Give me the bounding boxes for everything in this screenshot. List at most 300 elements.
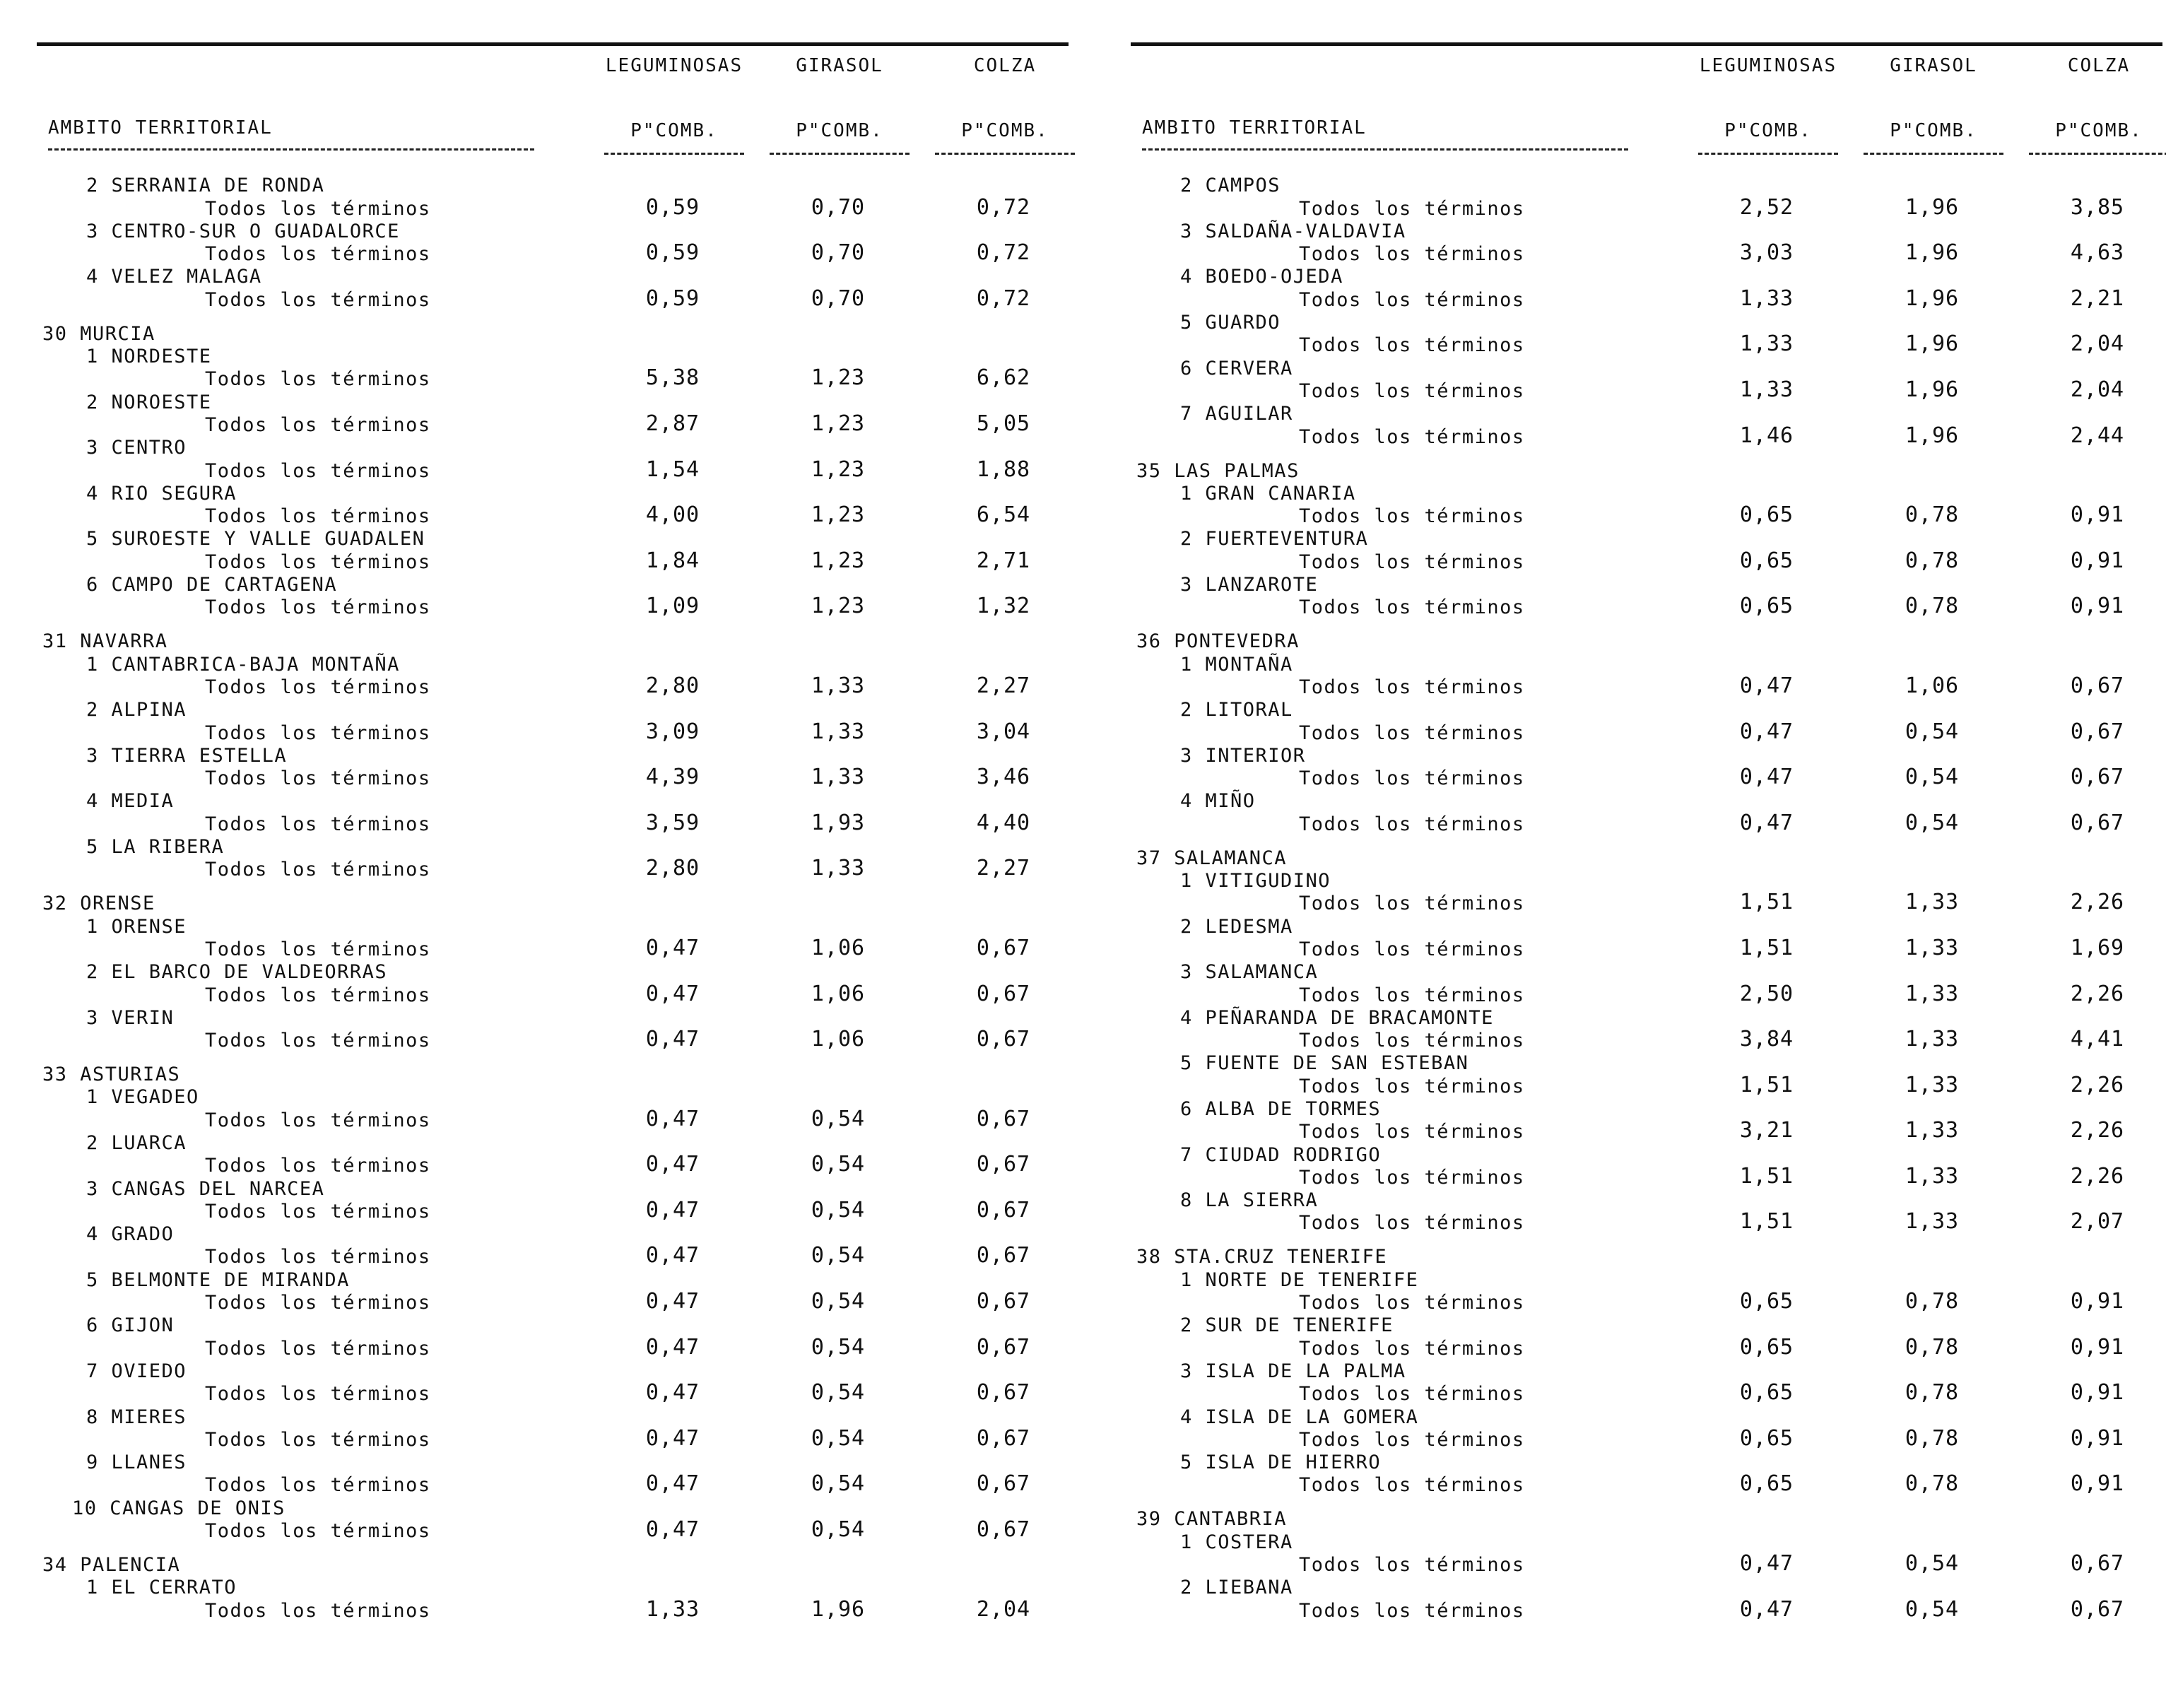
comarca-row [37,1221,1069,1244]
comarca-label: 10 CANGAS DE ONIS [72,1497,286,1519]
comarca-row [1131,1005,2162,1027]
value-leguminosas: 4,00 [645,502,700,528]
table-row [1131,594,2162,617]
all-terms-label: Todos los términos [205,1428,431,1451]
comarca-row [1131,1449,2162,1472]
value-leguminosas: 3,09 [645,719,700,744]
value-leguminosas: 1,33 [1739,331,1794,357]
comarca-row [37,172,1069,195]
header-price-girasol: P"COMB. [796,120,883,141]
value-colza: 1,32 [976,594,1031,619]
comarca-label: 3 SALAMANCA [1180,961,1319,984]
header-underline [770,153,910,155]
value-girasol: 1,23 [811,411,866,436]
value-colza: 0,91 [2070,1289,2125,1314]
header-underline [1142,148,1628,151]
value-leguminosas: 2,80 [645,856,700,881]
value-leguminosas: 2,80 [645,673,700,698]
all-terms-label: Todos los términos [205,676,431,698]
all-terms-label: Todos los términos [1299,722,1525,744]
value-girasol: 1,33 [811,765,866,790]
value-leguminosas: 1,51 [1739,1209,1794,1235]
comarca-row [1131,355,2162,377]
comarca-label: 6 GIJON [86,1314,175,1337]
value-girasol: 0,78 [1905,594,1960,619]
comarca-row [1131,481,2162,503]
value-girasol: 0,54 [1905,765,1960,790]
comarca-label: 1 GRAN CANARIA [1180,482,1356,505]
all-terms-label: Todos los términos [1299,1428,1525,1451]
province-label: 36 PONTEVEDRA [1136,630,1300,653]
value-colza: 1,88 [976,457,1031,482]
header-girasol: GIRASOL [1890,55,1977,76]
value-colza: 2,71 [976,548,1031,573]
value-leguminosas: 1,09 [645,594,700,619]
value-colza: 2,44 [2070,423,2125,448]
all-terms-label: Todos los términos [1299,596,1525,619]
comarca-label: 8 MIERES [86,1406,187,1428]
table-row [37,936,1069,959]
comarca-label: 2 LUARCA [86,1131,187,1154]
header-underline [1864,153,2003,155]
header-ambito-territorial: AMBITO TERRITORIAL [48,117,273,139]
all-terms-label: Todos los términos [205,1155,431,1177]
value-leguminosas: 1,54 [645,457,700,482]
all-terms-label: Todos los términos [1299,1599,1525,1622]
all-terms-label: Todos los términos [205,938,431,960]
all-terms-label: Todos los términos [205,1520,431,1543]
table-row [1131,1597,2162,1620]
value-girasol: 1,33 [1905,1163,1960,1189]
value-girasol: 1,23 [811,502,866,528]
comarca-row [37,1449,1069,1472]
comarca-row [1131,1403,2162,1426]
comarca-row [37,1005,1069,1027]
comarca-label: 3 SALDAÑA-VALDAVIA [1180,220,1406,242]
comarca-row [1131,1141,2162,1164]
value-colza: 0,91 [2070,1380,2125,1406]
value-leguminosas: 0,47 [1739,810,1794,835]
table-row [1131,241,2162,264]
value-leguminosas: 0,59 [645,240,700,266]
value-leguminosas: 0,65 [1739,1425,1794,1451]
comarca-label: 2 SUR DE TENERIFE [1180,1314,1394,1337]
value-colza: 1,69 [2070,935,2125,960]
value-leguminosas: 0,47 [1739,1551,1794,1577]
value-colza: 2,26 [2070,1163,2125,1189]
table-row [1131,719,2162,742]
comarca-label: 4 MIÑO [1180,790,1256,813]
comarca-label: 5 GUARDO [1180,312,1281,334]
table-row [37,1027,1069,1050]
value-girasol: 1,06 [811,935,866,960]
comarca-row [37,1175,1069,1198]
value-colza: 2,26 [2070,890,2125,915]
value-colza: 0,67 [976,1197,1031,1223]
value-leguminosas: 2,52 [1739,194,1794,220]
table-row [1131,982,2162,1004]
value-girasol: 1,23 [811,457,866,482]
value-leguminosas: 0,47 [645,1243,700,1268]
value-colza: 0,67 [976,1425,1031,1451]
header-price-girasol: P"COMB. [1890,120,1977,141]
comarca-row [1131,1187,2162,1210]
value-girasol: 1,23 [811,548,866,573]
value-colza: 2,07 [2070,1209,2125,1235]
table-row [37,1597,1069,1620]
comarca-label: 3 ISLA DE LA PALMA [1180,1360,1406,1382]
comarca-row [1131,1266,2162,1289]
header-colza: COLZA [973,55,1037,76]
province-row [1131,617,2162,651]
comarca-label: 7 OVIEDO [86,1360,187,1382]
comarca-row [37,435,1069,457]
value-leguminosas: 2,50 [1739,981,1794,1006]
comarca-row [1131,526,2162,548]
comarca-label: 1 VEGADEO [86,1086,199,1109]
comarca-label: 1 COSTERA [1180,1531,1293,1553]
value-girasol: 0,78 [1905,1334,1960,1360]
comarca-row [1131,1529,2162,1551]
table-row [37,1198,1069,1221]
value-leguminosas: 4,39 [645,765,700,790]
value-girasol: 0,54 [811,1380,866,1406]
all-terms-label: Todos los términos [1299,197,1525,220]
value-girasol: 0,54 [811,1152,866,1177]
value-colza: 0,67 [976,1106,1031,1131]
province-row [1131,834,2162,868]
value-leguminosas: 1,51 [1739,890,1794,915]
comarca-label: 1 NORDESTE [86,346,212,368]
comarca-label: 4 RIO SEGURA [86,482,237,505]
value-girasol: 0,54 [811,1197,866,1223]
value-leguminosas: 0,47 [1739,673,1794,698]
table-row [37,594,1069,617]
comarca-label: 4 MEDIA [86,790,175,813]
value-leguminosas: 0,47 [1739,1596,1794,1622]
comarca-row [1131,1096,2162,1119]
comarca-row [1131,697,2162,722]
all-terms-label: Todos los términos [1299,1166,1525,1189]
comarca-row [37,264,1069,286]
comarca-label: 6 CAMPO DE CARTAGENA [86,574,338,596]
value-girasol: 0,70 [811,240,866,266]
table-row [1131,890,2162,913]
table-row [37,765,1069,788]
value-girasol: 0,70 [811,285,866,311]
table-row [37,674,1069,697]
value-girasol: 1,33 [1905,935,1960,960]
all-terms-label: Todos los términos [1299,813,1525,835]
value-colza: 0,91 [2070,1425,2125,1451]
value-girasol: 1,23 [811,365,866,391]
all-terms-label: Todos los términos [205,596,431,619]
comarca-label: 1 NORTE DE TENERIFE [1180,1268,1419,1291]
value-leguminosas: 1,33 [1739,285,1794,311]
table-row [1131,674,2162,697]
table-row [1131,548,2162,571]
value-leguminosas: 0,47 [645,981,700,1006]
comarca-row [37,651,1069,676]
value-girasol: 1,96 [1905,331,1960,357]
comarca-label: 2 EL BARCO DE VALDEORRAS [86,961,388,984]
table-row [37,1153,1069,1175]
all-terms-label: Todos los términos [1299,243,1525,266]
comarca-row [1131,264,2162,286]
province-row [37,879,1069,913]
value-girasol: 1,23 [811,594,866,619]
comarca-label: 2 LITORAL [1180,699,1293,722]
value-leguminosas: 1,51 [1739,1072,1794,1097]
value-colza: 0,67 [976,981,1031,1006]
comarca-row [37,788,1069,811]
value-colza: 0,67 [976,1334,1031,1360]
table-row [1131,936,2162,959]
table-row [37,1107,1069,1129]
value-girasol: 1,96 [1905,377,1960,402]
value-leguminosas: 1,33 [1739,377,1794,402]
value-leguminosas: 0,65 [1739,594,1794,619]
value-girasol: 1,96 [1905,240,1960,266]
all-terms-label: Todos los términos [205,1337,431,1360]
value-colza: 0,91 [2070,594,2125,619]
all-terms-label: Todos los términos [1299,425,1525,448]
header-colza: COLZA [2067,55,2131,76]
province-row [37,1050,1069,1084]
value-colza: 0,67 [976,1517,1031,1543]
comarca-label: 2 NOROESTE [86,391,212,413]
value-leguminosas: 3,59 [645,810,700,835]
comarca-label: 2 SERRANIA DE RONDA [86,175,325,197]
comarca-row [37,389,1069,411]
table-row [37,1244,1069,1266]
comarca-row [1131,1312,2162,1335]
value-girasol: 0,54 [811,1106,866,1131]
value-leguminosas: 0,47 [645,1425,700,1451]
header-leguminosas: LEGUMINOSAS [605,55,743,76]
comarca-row [1131,959,2162,982]
comarca-label: 1 VITIGUDINO [1180,870,1331,893]
all-terms-label: Todos los términos [1299,676,1525,698]
all-terms-label: Todos los términos [205,288,431,311]
value-leguminosas: 3,03 [1739,240,1794,266]
comarca-row [37,572,1069,594]
table-row [1131,1073,2162,1095]
all-terms-label: Todos los términos [205,413,431,436]
table-row [1131,1472,2162,1495]
comarca-label: 5 LA RIBERA [86,836,225,859]
table-row [1131,765,2162,788]
table-row [37,548,1069,571]
all-terms-label: Todos los términos [205,197,431,220]
all-terms-label: Todos los términos [205,243,431,266]
value-leguminosas: 0,47 [645,1106,700,1131]
value-girasol: 0,54 [1905,1596,1960,1622]
all-terms-label: Todos los términos [205,368,431,391]
comarca-label: 1 ORENSE [86,915,187,938]
table-row [1131,1165,2162,1187]
value-leguminosas: 0,65 [1739,1471,1794,1497]
all-terms-label: Todos los términos [205,813,431,835]
table-row [37,811,1069,833]
all-terms-label: Todos los términos [205,1109,431,1131]
value-girasol: 1,33 [1905,1027,1960,1052]
comarca-row [1131,913,2162,936]
table-row [37,982,1069,1004]
comarca-label: 2 LIEBANA [1180,1577,1293,1599]
comarca-row [1131,651,2162,676]
header-underline [935,153,1075,155]
all-terms-label: Todos los términos [205,1383,431,1406]
value-leguminosas: 1,33 [645,1596,700,1622]
value-girasol: 0,78 [1905,1380,1960,1406]
value-girasol: 1,96 [811,1596,866,1622]
table-row [37,856,1069,879]
value-colza: 4,63 [2070,240,2125,266]
header-underline [1698,153,1838,155]
value-colza: 0,91 [2070,1334,2125,1360]
value-leguminosas: 1,51 [1739,1163,1794,1189]
value-colza: 0,67 [2070,719,2125,744]
province-label: 30 MURCIA [42,322,155,345]
table-row [37,1427,1069,1449]
comarca-label: 2 LEDESMA [1180,915,1293,938]
table-row [37,1290,1069,1312]
comarca-label: 9 LLANES [86,1451,187,1474]
province-row [1131,447,2162,481]
value-colza: 0,72 [976,240,1031,266]
value-girasol: 0,78 [1905,1289,1960,1314]
value-colza: 6,62 [976,365,1031,391]
value-leguminosas: 1,46 [1739,423,1794,448]
all-terms-label: Todos los términos [1299,938,1525,960]
value-leguminosas: 0,65 [1739,548,1794,573]
value-leguminosas: 0,65 [1739,1289,1794,1314]
value-girasol: 1,33 [811,719,866,744]
value-leguminosas: 0,47 [645,1471,700,1497]
value-colza: 0,67 [976,1152,1031,1177]
comarca-row [1131,218,2162,241]
comarca-label: 7 AGUILAR [1180,403,1293,425]
value-girasol: 1,33 [811,673,866,698]
value-girasol: 0,54 [811,1289,866,1314]
comarca-label: 5 BELMONTE DE MIRANDA [86,1268,350,1291]
table-row [1131,378,2162,401]
table-row [1131,1427,2162,1449]
value-leguminosas: 0,47 [645,1289,700,1314]
value-girasol: 0,54 [1905,1551,1960,1577]
table-row [37,503,1069,526]
table-row [1131,503,2162,526]
comarca-row [1131,401,2162,423]
value-girasol: 0,78 [1905,1425,1960,1451]
value-leguminosas: 0,47 [645,1027,700,1052]
table-row [37,719,1069,742]
all-terms-label: Todos los términos [1299,1292,1525,1314]
table-row [1131,811,2162,833]
header-leguminosas: LEGUMINOSAS [1699,55,1837,76]
comarca-row [37,697,1069,722]
all-terms-label: Todos los términos [205,550,431,573]
all-terms-label: Todos los términos [205,1200,431,1223]
all-terms-label: Todos los términos [205,505,431,528]
comarca-row [37,959,1069,982]
value-leguminosas: 5,38 [645,365,700,391]
value-leguminosas: 0,59 [645,285,700,311]
value-colza: 6,54 [976,502,1031,528]
comarca-row [37,1084,1069,1107]
value-colza: 3,04 [976,719,1031,744]
comarca-row [1131,172,2162,195]
province-label: 34 PALENCIA [42,1554,181,1577]
table-row [37,1380,1069,1406]
comarca-row [37,913,1069,936]
table-row [1131,286,2162,309]
province-row [1131,1232,2162,1266]
all-terms-label: Todos los términos [1299,1121,1525,1143]
all-terms-label: Todos los términos [1299,1212,1525,1235]
comarca-label: 3 TIERRA ESTELLA [86,744,288,767]
comarca-label: 8 LA SIERRA [1180,1189,1319,1212]
comarca-label: 7 CIUDAD RODRIGO [1180,1143,1382,1166]
value-leguminosas: 1,51 [1739,935,1794,960]
province-label: 32 ORENSE [42,893,155,915]
province-label: 37 SALAMANCA [1136,847,1288,869]
value-leguminosas: 0,65 [1739,1334,1794,1360]
table-row [37,366,1069,389]
comarca-label: 4 ISLA DE LA GOMERA [1180,1406,1419,1428]
value-colza: 0,67 [976,935,1031,960]
table-row [1131,1380,2162,1406]
comarca-label: 3 INTERIOR [1180,744,1306,767]
province-label: 39 CANTABRIA [1136,1508,1288,1531]
comarca-label: 4 PEÑARANDA DE BRACAMONTE [1180,1006,1494,1029]
table-row [37,195,1069,218]
header-girasol: GIRASOL [796,55,883,76]
value-colza: 0,67 [976,1243,1031,1268]
comarca-label: 3 CENTRO [86,437,187,459]
all-terms-label: Todos los términos [1299,1075,1525,1097]
value-colza: 2,27 [976,856,1031,881]
all-terms-label: Todos los términos [1299,550,1525,573]
header-price-colza: P"COMB. [961,120,1049,141]
comarca-row [37,743,1069,765]
province-row [37,1541,1069,1577]
comarca-label: 2 FUERTEVENTURA [1180,528,1369,550]
table-row [1131,1334,2162,1360]
comarca-label: 1 EL CERRATO [86,1577,237,1599]
value-colza: 0,91 [2070,1471,2125,1497]
header-price-leguminosas: P"COMB. [630,120,718,141]
value-girasol: 1,96 [1905,285,1960,311]
comarca-label: 6 ALBA DE TORMES [1180,1097,1382,1120]
table-body-left [37,172,1069,1620]
value-girasol: 1,33 [1905,1209,1960,1235]
value-girasol: 0,78 [1905,1471,1960,1497]
comarca-row [37,1266,1069,1289]
all-terms-label: Todos los términos [1299,984,1525,1006]
comarca-label: 5 ISLA DE HIERRO [1180,1451,1382,1474]
value-leguminosas: 0,59 [645,194,700,220]
table-row [37,1334,1069,1360]
header-price-colza: P"COMB. [2055,120,2143,141]
all-terms-label: Todos los términos [205,722,431,744]
value-colza: 0,67 [976,1380,1031,1406]
value-girasol: 0,70 [811,194,866,220]
value-leguminosas: 1,84 [645,548,700,573]
top-rule [1131,42,2162,46]
comarca-row [1131,743,2162,765]
